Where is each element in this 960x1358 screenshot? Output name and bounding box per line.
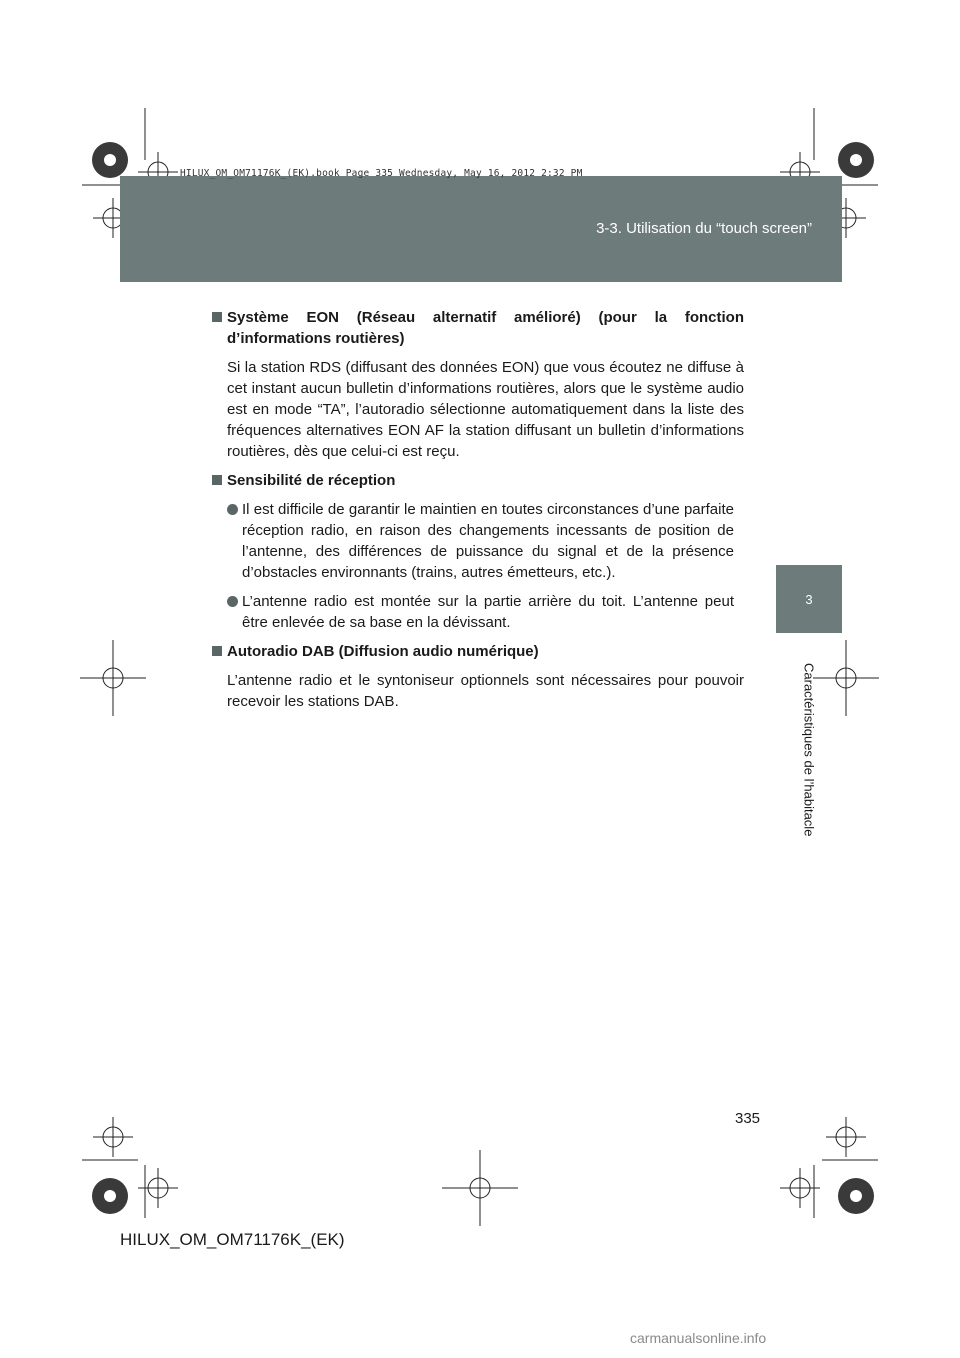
section-heading: Autoradio DAB (Diffusion audio numérique) bbox=[212, 641, 744, 662]
section-body: Si la station RDS (diffusant des données EON) que vous écoutez ne diffuse à cet instant aucun bulletin d’informations routières, alors que le système audio est en mode “TA”, l’autoradio sélectionne automatiquement dans la liste des fréquences alternatives EON AF la station diffusant un bulletin d’informations routières, dès que celui-ci est reçu. bbox=[227, 359, 744, 460]
star-wheel-icon bbox=[92, 142, 128, 178]
watermark-link[interactable]: carmanualsonline.info bbox=[630, 1330, 767, 1346]
star-wheel-icon bbox=[92, 1178, 128, 1214]
chapter-label bbox=[794, 660, 824, 840]
list-item: Il est difficile de garantir le maintien en toutes circonstances d’une parfaite réception radio, en raison des changements incessants de position de l’antenne, des différences de puissance du signal et de la présence d’obstacles environnants (trains, autres émetteurs, etc.). bbox=[227, 499, 734, 583]
page-content bbox=[212, 307, 744, 720]
square-bullet-icon bbox=[212, 312, 222, 322]
footer-code: HILUX_OM_OM71176K_(EK) bbox=[120, 1230, 345, 1249]
square-bullet-icon bbox=[212, 646, 222, 656]
star-wheel-icon bbox=[838, 142, 874, 178]
registration-target-icon bbox=[442, 1150, 518, 1226]
square-bullet-icon bbox=[212, 475, 222, 485]
registration-target-icon bbox=[93, 1117, 133, 1157]
chapter-tab bbox=[776, 565, 842, 633]
section-title: 3-3. Utilisation du “touch screen” bbox=[596, 220, 812, 237]
list-item: L’antenne radio est montée sur la partie arrière du toit. L’antenne peut être enlevée de sa base en la dévissant. bbox=[227, 591, 734, 633]
page-number: 335 bbox=[735, 1110, 761, 1127]
header-band bbox=[120, 176, 842, 282]
section-heading: Système EON (Réseau alternatif amélioré) (pour la fonction d’informations routières) bbox=[212, 307, 744, 349]
registration-target-icon bbox=[138, 1168, 178, 1208]
section-heading: Sensibilité de réception bbox=[212, 470, 744, 491]
round-bullet-icon bbox=[227, 596, 238, 607]
section-body: L’antenne radio et le syntoniseur optionnels sont nécessaires pour pouvoir recevoir les stations DAB. bbox=[227, 672, 744, 710]
registration-target-icon bbox=[80, 640, 146, 716]
registration-target-icon bbox=[826, 1117, 866, 1157]
chapter-number: 3 bbox=[805, 591, 813, 607]
book-stamp: HILUX_OM_OM71176K_(EK).book Page 335 Wednesday, May 16, 2012 2:32 PM bbox=[180, 168, 583, 179]
star-wheel-icon bbox=[838, 1178, 874, 1214]
chapter-label-text: Caractéristiques de l’habitacle bbox=[801, 663, 817, 837]
round-bullet-icon bbox=[227, 504, 238, 515]
